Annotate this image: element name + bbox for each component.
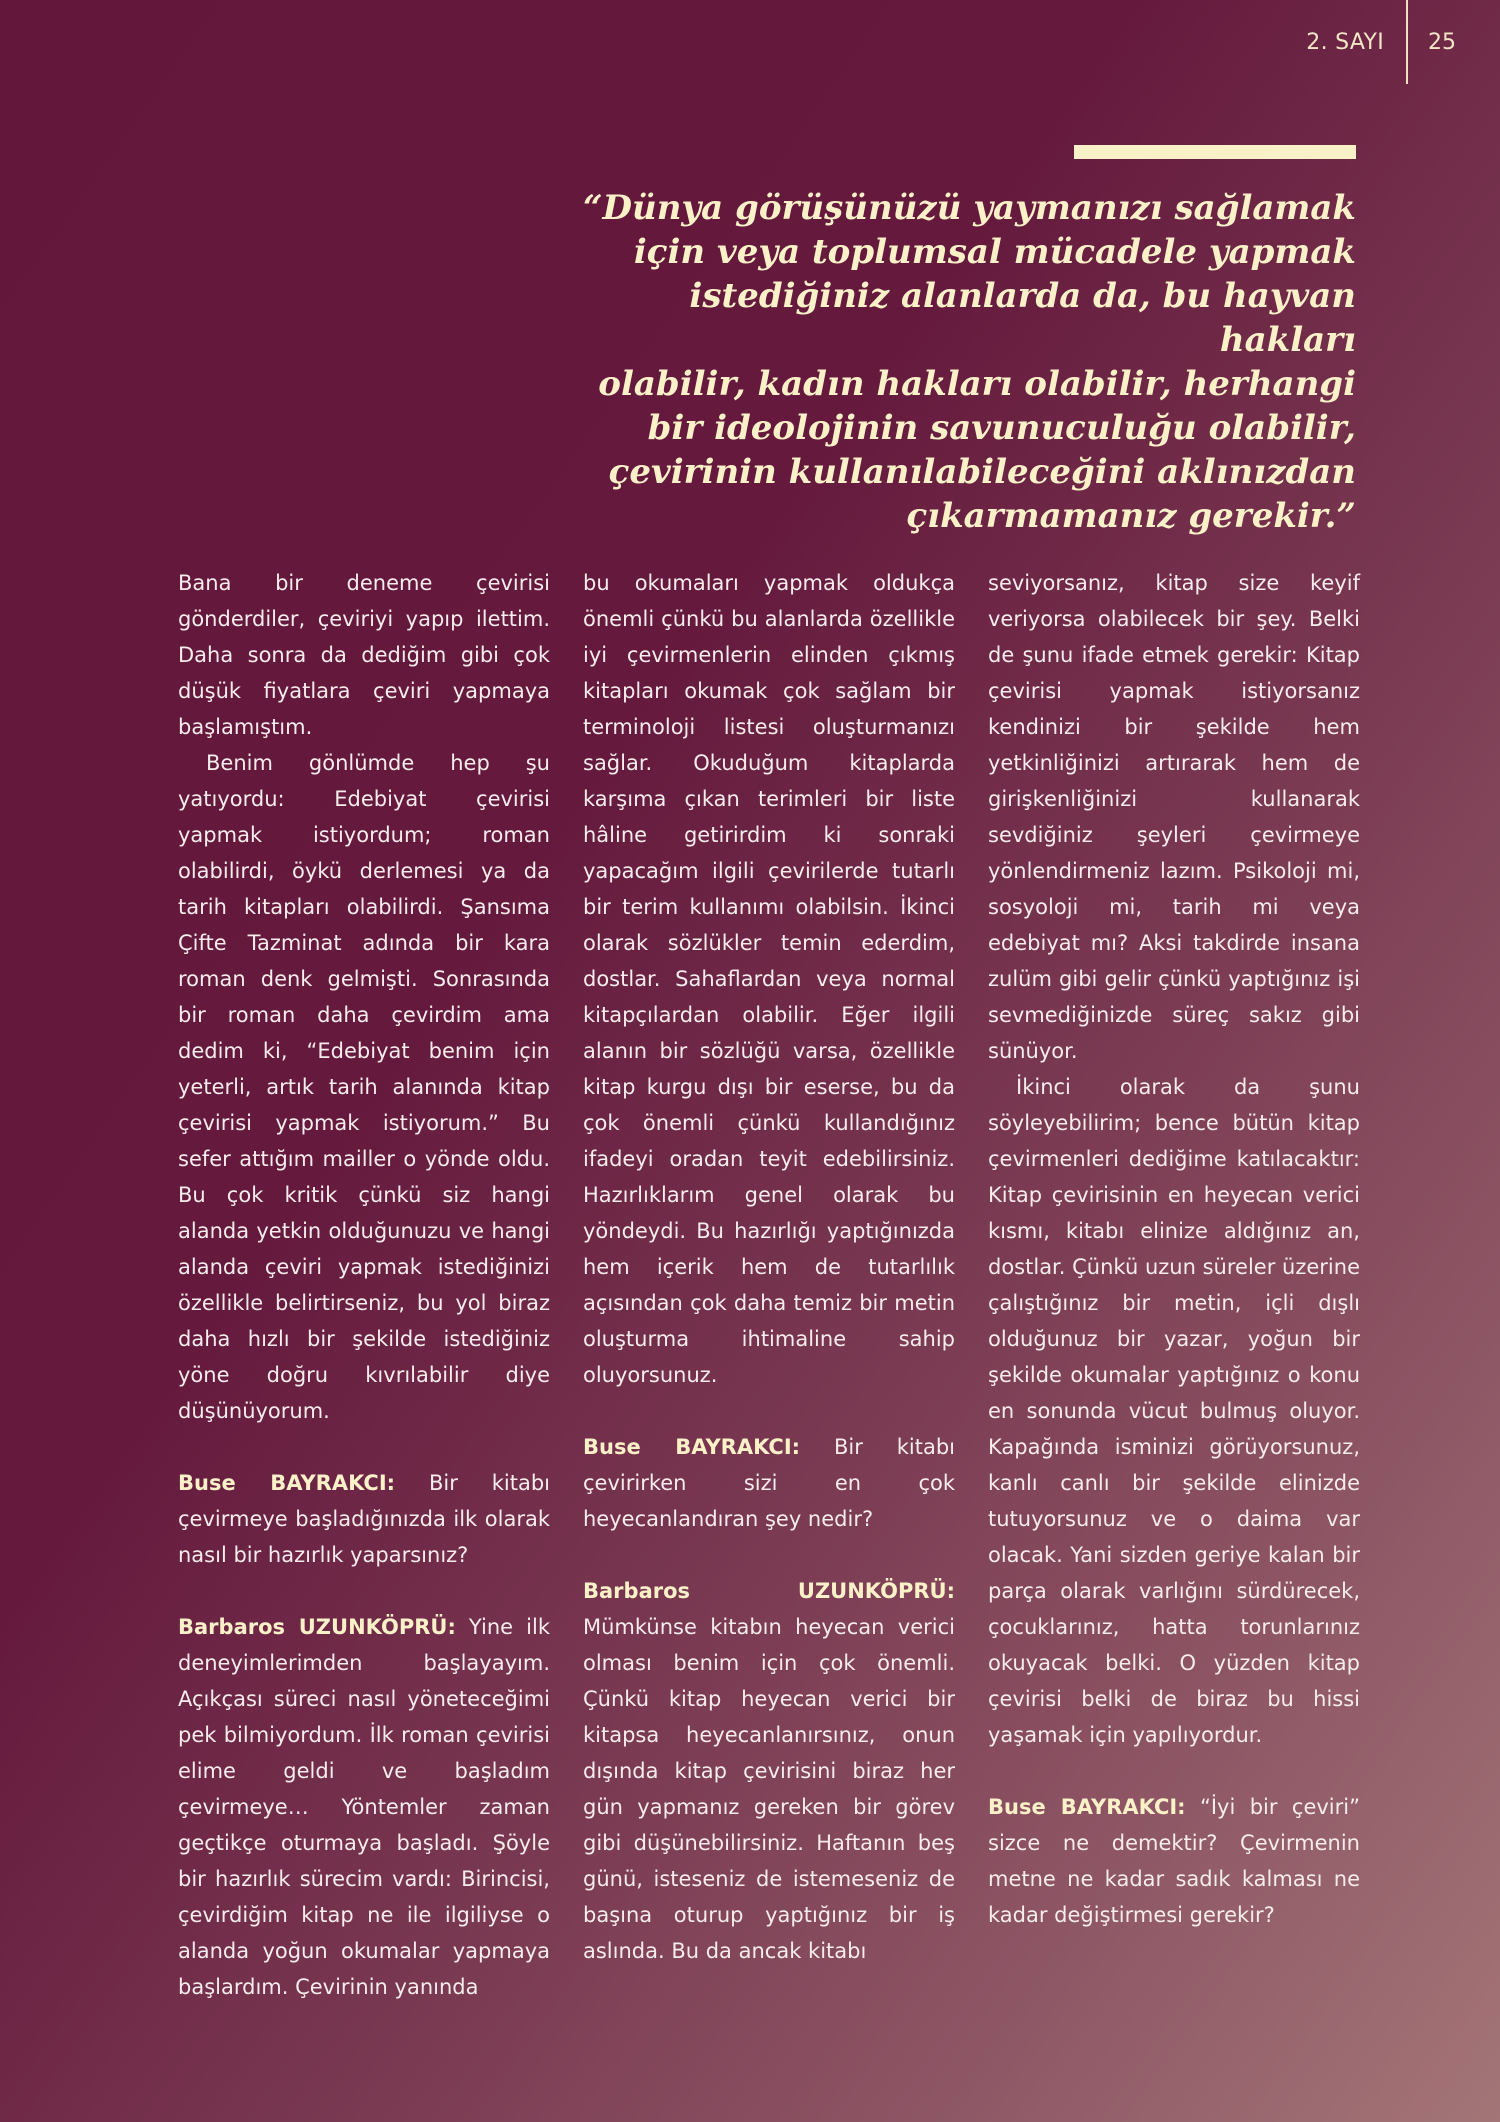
interviewer-name: Buse BAYRAKCI: (988, 1795, 1186, 1819)
answer-text: Mümkünse kitabın heyecan verici olması benim için çok önemli. Çünkü kitap heyecan verici bir kitapsa heyecanlanırsınız, onun dışında kitap çevirisini biraz her gün yapmanız gereken bir görev gibi düşünebilirsiniz. Haftanın beş günü, isteseniz de istemeseniz de başına oturup yaptığınız bir iş aslında. Bu da ancak kitabı (583, 1615, 955, 1963)
interview-answer (583, 1573, 955, 1969)
interview-answer (178, 1609, 550, 2005)
interviewee-name: Barbaros UZUNKÖPRÜ: (178, 1615, 456, 1639)
pull-quote: “Dünya görüşünüzü yaymanızı sağlamak için veya toplumsal mücadele yapmak istediğiniz alanlarda da, bu hayvan hakları olabilir, kadın hakları olabilir, herhangi bir ideolojinin savunuculuğu olabilir, çevirinin kullanılabileceğini aklınızdan çıkarmamanız gerekir.” (582, 188, 1356, 536)
interviewer-name: Buse BAYRAKCI: (178, 1471, 396, 1495)
interview-question (583, 1429, 955, 1537)
text-column-3 (988, 565, 1360, 1933)
interviewer-name: Buse BAYRAKCI: (583, 1435, 801, 1459)
text-column-2 (583, 565, 955, 1969)
page-number: 25 (1428, 30, 1456, 55)
paragraph: seviyorsanız, kitap size keyif veriyorsa olabilecek bir şey. Belki de şunu ifade etmek gerekir: Kitap çevirisi yapmak istiyorsanız kendinizi bir şekilde hem yetkinliğinizi artırarak hem de girişkenliğinizi kullanarak sevdiğiniz şeyleri çevirmeye yönlendirmeniz lazım. Psikoloji mi, sosyoloji mi, tarih mi veya edebiyat mı? Aksi takdirde insana zulüm gibi gelir çünkü yaptığınız işi sevmediğinizde süreç sakız gibi sünüyor. (988, 571, 1360, 1063)
paragraph: bu okumaları yapmak oldukça önemli çünkü bu alanlarda özellikle iyi çevirmenlerin elinden çıkmış kitapları okumak çok sağlam bir terminoloji listesi oluşturmanızı sağlar. Okuduğum kitaplarda karşıma çıkan terimleri bir liste hâline getirirdim ki sonraki yapacağım ilgili çevirilerde tutarlı bir terim kullanımı olabilsin. İkinci olarak sözlükler temin ederdim, dostlar. Sahaflardan veya normal kitapçılardan olabilir. Eğer ilgili alanın bir sözlüğü varsa, özellikle kitap kurgu dışı bir eserse, bu da çok önemli çünkü kullandığınız ifadeyi oradan teyit edebilirsiniz. Hazırlıklarım genel olarak bu yöndeydi. Bu hazırlığı yaptığınızda hem içerik hem de tutarlılık açısından çok daha temiz bir metin oluşturma ihtimaline sahip oluyorsunuz. (583, 571, 955, 1387)
paragraph: Benim gönlümde hep şu yatıyordu: Edebiyat çevirisi yapmak istiyordum; roman olabilirdi, öykü derlemesi ya da tarih kitapları olabilirdi. Şansıma Çifte Tazminat adında bir kara roman denk gelmişti. Sonrasında bir roman daha çevirdim ama dedim ki, “Edebiyat benim için yeterli, artık tarih alanında kitap çevirisi yapmak istiyorum.” Bu sefer attığım mailler o yönde oldu. Bu çok kritik çünkü siz hangi alanda yetkin olduğunuzu ve hangi alanda çeviri yapmak istediğinizi özellikle belirtirseniz, bu yol biraz daha hızlı bir şekilde istediğiniz yöne doğru kıvrılabilir diye düşünüyorum. (178, 751, 550, 1423)
interview-question (988, 1789, 1360, 1933)
question-text: Bir kitabı çevirirken sizi en çok heyecanlandıran şey nedir? (583, 1435, 955, 1531)
paragraph: İkinci olarak da şunu söyleyebilirim; bence bütün kitap çevirmenleri dediğime katılacaktır: Kitap çevirisinin en heyecan verici kısmı, kitabı elinize aldığınız an, dostlar. Çünkü uzun süreler üzerine çalıştığınız bir metin, içli dışlı olduğunuz bir yazar, yoğun bir şekilde okumalar yaptığınız o konu en sonunda vücut bulmuş oluyor. Kapağında isminizi görüyorsunuz, kanlı canlı bir şekilde elinizde tutuyorsunuz ve o daima var olacak. Yani sizden geriye kalan bir parça olarak varlığını sürdürecek, çocuklarınız, hatta torunlarınız okuyacak belki. O yüzden kitap çevirisi belki de biraz bu hissi yaşamak için yapılıyordur. (988, 1075, 1360, 1747)
paragraph: Bana bir deneme çevirisi gönderdiler, çeviriyi yapıp ilettim. Daha sonra da dediğim gibi çok düşük fiyatlara çeviri yapmaya başlamıştım. (178, 571, 550, 739)
interview-question (178, 1465, 550, 1573)
question-text: Bir kitabı çevirmeye başladığınızda ilk olarak nasıl bir hazırlık yaparsınız? (178, 1471, 550, 1567)
page-header (1306, 26, 1456, 84)
issue-label: 2. SAYI (1306, 30, 1384, 55)
interviewee-name: Barbaros UZUNKÖPRÜ: (583, 1579, 955, 1603)
question-text: “İyi bir çeviri” sizce ne demektir? Çevirmenin metne ne kadar sadık kalması ne kadar değiştirmesi gerekir? (988, 1795, 1360, 1927)
quote-accent-bar (1074, 145, 1356, 159)
answer-text: Yine ilk deneyimlerimden başlayayım. Açıkçası süreci nasıl yöneteceğimi pek bilmiyordum. İlk roman çevirisi elime geldi ve başladım çevirmeye… Yöntemler zaman geçtikçe oturmaya başladı. Şöyle bir hazırlık sürecim vardı: Birincisi, çevirdiğim kitap ne ile ilgiliyse o alanda yoğun okumalar yapmaya başlardım. Çevirinin yanında (178, 1615, 550, 1999)
text-column-1 (178, 565, 550, 2005)
